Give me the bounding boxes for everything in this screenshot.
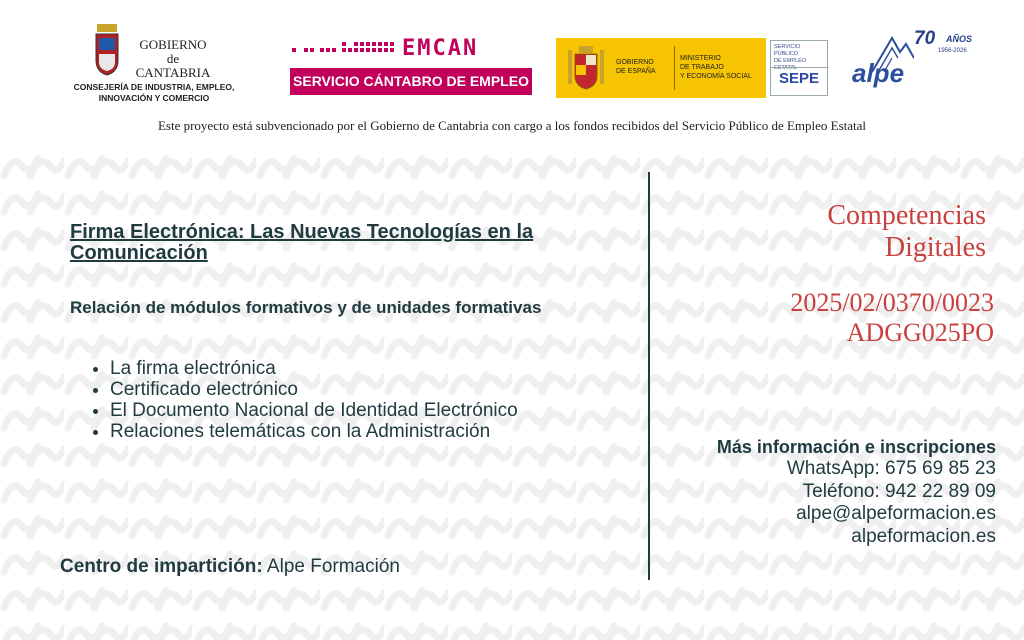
emcan-logo	[290, 38, 532, 98]
sepe-line-1: SERVICIO PÚBLICO	[774, 44, 801, 57]
training-center-value: Alpe Formación	[266, 556, 400, 577]
contact-email[interactable]: alpe@alpeformacion.es	[796, 503, 996, 524]
program-title	[656, 200, 986, 264]
contact-block	[656, 437, 996, 548]
emcan-bar: SERVICIO CÁNTABRO DE EMPLEO	[290, 68, 532, 95]
training-center	[60, 556, 400, 578]
program-codes	[664, 288, 994, 348]
contact-whatsapp[interactable]: WhatsApp: 675 69 85 23	[786, 458, 996, 479]
gobierno-cantabria-name	[130, 38, 216, 80]
list-item: • El Documento Nacional de Identidad Electrónico	[110, 400, 518, 421]
spain-coat-of-arms-icon	[566, 44, 606, 92]
contact-heading: Más información e inscripciones	[716, 437, 996, 457]
list-item: • La firma electrónica	[110, 358, 518, 379]
gobierno-cantabria-department	[64, 82, 244, 104]
program-title-line-1: Competencias	[827, 200, 986, 231]
ministerio-text	[680, 54, 764, 81]
list-item: • Certificado electrónico	[110, 379, 518, 400]
emcan-pixel-icon	[290, 38, 400, 58]
contact-website[interactable]: alpeformacion.es	[851, 525, 996, 547]
alpe-years: 70	[914, 28, 936, 49]
modules-heading: Relación de módulos formativos y de unidades formativas	[70, 298, 542, 317]
gobierno-cantabria-logo	[64, 22, 244, 108]
contact-phone[interactable]: Teléfono: 942 22 89 09	[802, 480, 996, 502]
course-title: Firma Electrónica: Las Nuevas Tecnologías en la Comunicación	[70, 221, 534, 264]
subsidy-note: Este proyecto está subvencionado por el Gobierno de Cantabria con cargo a los fondos recibidos del Servicio Público de Empleo Estatal	[157, 118, 867, 133]
sepe-line-2: DE EMPLEO ESTATAL	[774, 58, 807, 71]
gc-line-2: de	[166, 51, 180, 66]
emcan-wordmark: EMCAN	[402, 36, 479, 61]
ge-right-line-3: Y ECONOMÍA SOCIAL	[680, 73, 752, 80]
alpe-anos: AÑOS	[946, 34, 973, 44]
gobierno-espana-text	[616, 58, 672, 76]
alpe-logo	[852, 28, 972, 98]
sepe-label: SEPE	[771, 67, 827, 87]
alpe-range: 1956-2026	[938, 48, 967, 54]
sponsor-logos	[0, 0, 1024, 118]
gc-line-3: CANTABRIA	[135, 65, 211, 80]
alpe-wordmark: alpe	[852, 58, 905, 88]
program-code-1: 2025/02/0370/0023	[790, 288, 994, 317]
ge-right-line-2: DE TRABAJO	[680, 64, 724, 71]
modules-list	[90, 358, 518, 442]
gc-line-1: GOBIERNO	[139, 37, 207, 52]
training-center-label: Centro de impartición:	[60, 556, 263, 577]
vertical-divider	[648, 172, 650, 580]
ge-left-line-1: GOBIERNO	[616, 59, 654, 66]
ge-divider	[674, 46, 675, 90]
program-code-2: ADGG025PO	[846, 318, 994, 347]
list-item: • Relaciones telemáticas con la Administración	[110, 421, 518, 442]
cantabria-shield-icon	[94, 24, 120, 76]
sepe-logo	[770, 40, 828, 96]
gc-dept-line-2: INNOVACIÓN Y COMERCIO	[98, 93, 210, 103]
gc-dept-line-1: CONSEJERÍA DE INDUSTRIA, EMPLEO,	[73, 82, 235, 92]
ge-right-line-1: MINISTERIO	[680, 55, 721, 62]
program-title-line-2: Digitales	[884, 232, 986, 263]
gobierno-espana-logo	[556, 38, 766, 98]
ge-left-line-2: DE ESPAÑA	[616, 68, 656, 75]
